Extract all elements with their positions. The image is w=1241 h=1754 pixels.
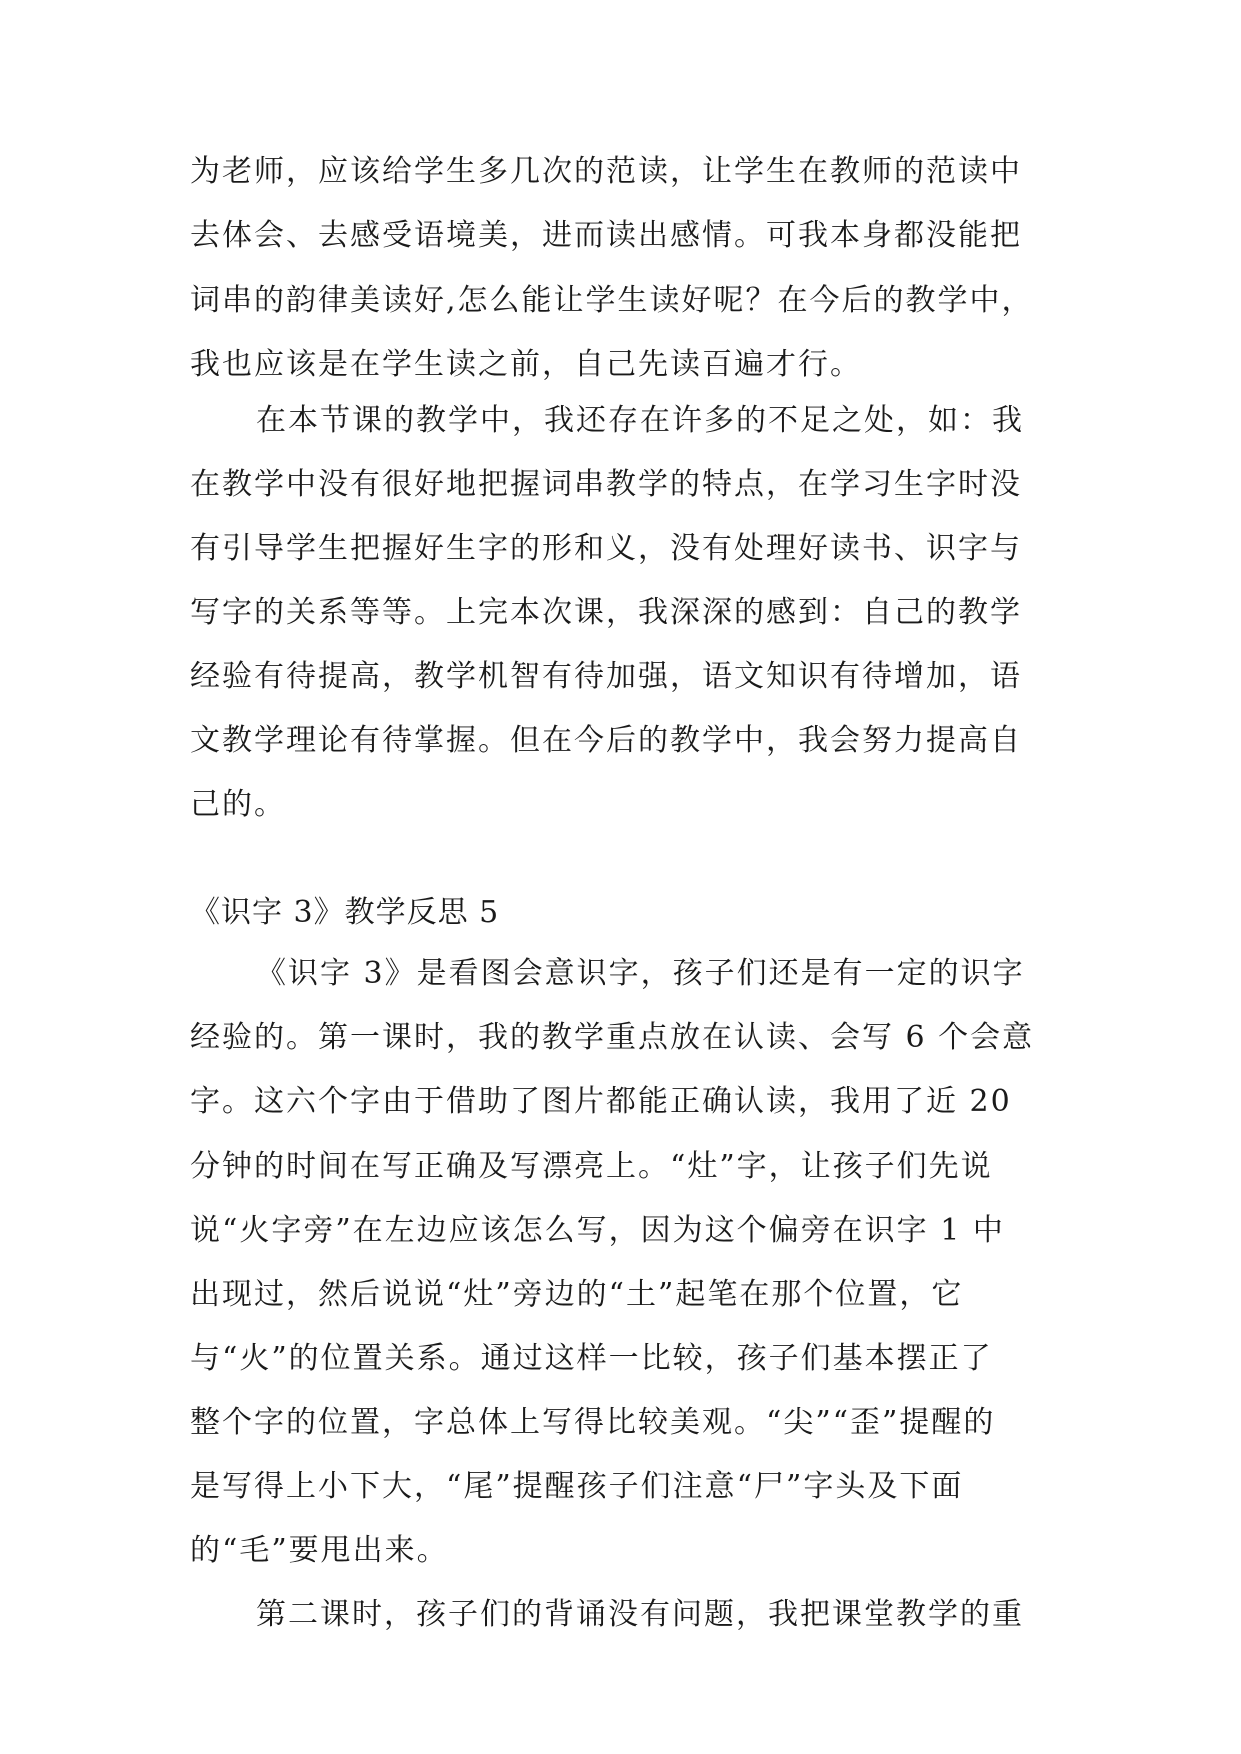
text-line: 为老师，应该给学生多几次的范读，让学生在教师的范读中 [190,154,1022,189]
text-line: 整个字的位置，字总体上写得比较美观。“尖”“歪”提醒的 [190,1405,996,1440]
text-line: 己的。 [190,787,286,822]
text-line: 写字的关系等等。上完本次课，我深深的感到：自己的教学 [190,595,1022,630]
text-line: 文教学理论有待掌握。但在今后的教学中，我会努力提高自 [190,723,1022,758]
text-line: 是写得上小下大，“尾”提醒孩子们注意“尸”字头及下面 [190,1469,964,1504]
text-line: 经验有待提高，教学机智有待加强，语文知识有待增加，语 [190,659,1022,694]
text-line: 经验的。第一课时，我的教学重点放在认读、会写 6 个会意 [190,1020,1035,1055]
text-line: 有引导学生把握好生字的形和义，没有处理好读书、识字与 [190,531,1022,566]
paragraph-start-line: 第二课时，孩子们的背诵没有问题，我把课堂教学的重 [256,1597,1024,1632]
text-line: 我也应该是在学生读之前，自己先读百遍才行。 [190,347,862,382]
text-line: 在教学中没有很好地把握词串教学的特点，在学习生字时没 [190,467,1022,502]
text-line: 词串的韵律美读好,怎么能让学生读好呢？在今后的教学中， [190,283,1034,318]
text-line: 的“毛”要甩出来。 [190,1533,449,1568]
text-line: 字。这六个字由于借助了图片都能正确认读，我用了近 20 [190,1084,1012,1119]
text-line: 分钟的时间在写正确及写漂亮上。“灶”字，让孩子们先说 [190,1149,993,1184]
text-line: 与“火”的位置关系。通过这样一比较，孩子们基本摆正了 [190,1341,993,1376]
text-line: 说“火字旁”在左边应该怎么写，因为这个偏旁在识字 1 中 [190,1213,1005,1248]
text-line: 出现过，然后说说“灶”旁边的“土”起笔在那个位置，它 [190,1277,964,1312]
paragraph-start-line: 《识字 3》是看图会意识字，孩子们还是有一定的识字 [256,956,1025,991]
text-line: 去体会、去感受语境美，进而读出感情。可我本身都没能把 [190,218,1022,253]
section-heading: 《识字 3》教学反思 5 [190,895,500,930]
paragraph-start-line: 在本节课的教学中，我还存在许多的不足之处，如：我 [256,403,1024,438]
